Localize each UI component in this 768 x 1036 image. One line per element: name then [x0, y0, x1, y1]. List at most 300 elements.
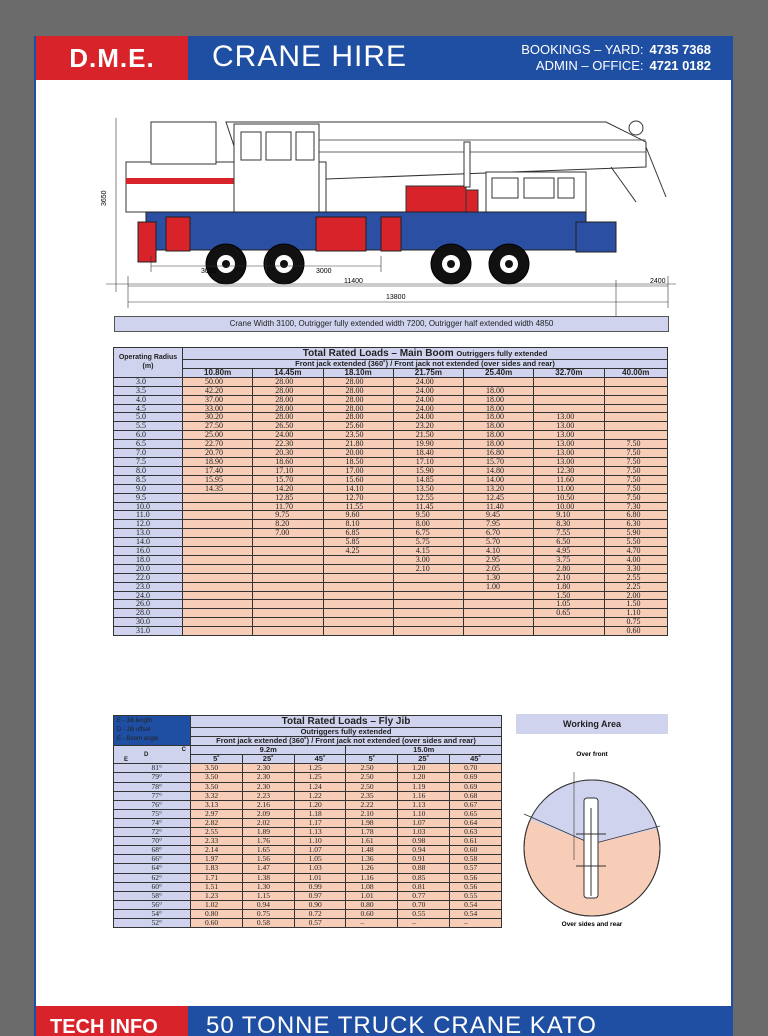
- table-row: [114, 493, 668, 502]
- table-row: [114, 864, 502, 873]
- load-cell: [534, 377, 604, 386]
- load-cell: 0.64: [450, 818, 502, 827]
- load-cell: 2.02: [242, 818, 294, 827]
- load-cell: 0.56: [450, 882, 502, 891]
- table-row: [114, 511, 668, 520]
- company-logo: D.M.E.: [36, 36, 188, 80]
- load-cell: 1.10: [398, 809, 450, 818]
- table-row: [114, 413, 668, 422]
- dim-axle-2: 3000: [316, 268, 332, 275]
- load-cell: 7.95: [464, 520, 534, 529]
- load-cell: [253, 573, 323, 582]
- load-cell: 14.85: [393, 475, 463, 484]
- load-cell: 14.10: [323, 484, 393, 493]
- boom-angle-cell: 81°: [114, 764, 191, 773]
- load-cell: 1.02: [191, 900, 243, 909]
- load-cell: 0.58: [450, 855, 502, 864]
- fly-jib-sub1: Outriggers fully extended: [191, 728, 502, 737]
- table-row: [114, 882, 502, 891]
- angle-corner: [114, 746, 191, 764]
- load-cell: 1.05: [294, 855, 346, 864]
- load-cell: 2.50: [346, 773, 398, 782]
- table-row: [114, 573, 668, 582]
- dim-axle-1: 3000: [201, 268, 217, 275]
- load-cell: [534, 386, 604, 395]
- load-cell: 28.00: [323, 404, 393, 413]
- load-cell: 7.50: [604, 449, 668, 458]
- radius-cell: 9.5: [114, 493, 183, 502]
- load-cell: [534, 395, 604, 404]
- table-row: [114, 422, 668, 431]
- radius-cell: 3.0: [114, 377, 183, 386]
- table-row: [114, 520, 668, 529]
- load-cell: 2.00: [604, 591, 668, 600]
- radius-cell: 13.0: [114, 529, 183, 538]
- load-cell: 11.45: [393, 502, 463, 511]
- load-cell: [183, 618, 253, 627]
- load-cell: 20.30: [253, 449, 323, 458]
- load-cell: 37.00: [183, 395, 253, 404]
- load-cell: 1.80: [534, 582, 604, 591]
- dim-total: 13800: [386, 294, 406, 301]
- table-row: [114, 404, 668, 413]
- over-front-label: Over front: [576, 751, 608, 758]
- table-row: [114, 431, 668, 440]
- load-cell: 1.61: [346, 837, 398, 846]
- corner-c: C: [181, 747, 186, 754]
- load-cell: 0.69: [450, 782, 502, 791]
- load-cell: 1.13: [398, 800, 450, 809]
- working-area-diagram: [516, 748, 668, 928]
- dim-wheelbase: 11400: [344, 278, 363, 285]
- load-cell: 2.33: [191, 837, 243, 846]
- load-cell: 0.60: [604, 627, 668, 636]
- load-cell: 2.30: [242, 764, 294, 773]
- radius-cell: 8.0: [114, 466, 183, 475]
- load-cell: 2.10: [346, 809, 398, 818]
- load-cell: 1.25: [294, 773, 346, 782]
- boom-angle-cell: 79°: [114, 773, 191, 782]
- load-cell: 0.57: [450, 864, 502, 873]
- corner-d: D: [144, 752, 149, 759]
- table-row: [114, 475, 668, 484]
- load-cell: 2.50: [346, 782, 398, 791]
- load-cell: 22.30: [253, 440, 323, 449]
- load-cell: [323, 600, 393, 609]
- boom-angle-cell: 66°: [114, 855, 191, 864]
- corner-e: E: [124, 757, 129, 764]
- load-cell: 7.30: [604, 502, 668, 511]
- load-cell: 2.05: [464, 564, 534, 573]
- jib-length-1: 9.2m: [191, 746, 346, 755]
- load-cell: 0.94: [398, 846, 450, 855]
- radius-cell: 6.5: [114, 440, 183, 449]
- load-cell: 1.17: [294, 818, 346, 827]
- load-cell: [183, 591, 253, 600]
- load-cell: 1.48: [346, 846, 398, 855]
- radius-cell: 30.0: [114, 618, 183, 627]
- load-cell: [183, 538, 253, 547]
- load-cell: 18.00: [464, 386, 534, 395]
- load-cell: 1.10: [294, 837, 346, 846]
- table-row: [114, 440, 668, 449]
- load-cell: 22.70: [183, 440, 253, 449]
- dim-height: 3650: [101, 190, 108, 206]
- radius-cell: 23.0: [114, 582, 183, 591]
- load-cell: [183, 609, 253, 618]
- load-cell: 2.30: [242, 773, 294, 782]
- load-cell: 0.60: [346, 909, 398, 918]
- boom-angle-cell: 62°: [114, 873, 191, 882]
- load-cell: 6.30: [604, 520, 668, 529]
- load-cell: 1.16: [398, 791, 450, 800]
- load-cell: 14.20: [253, 484, 323, 493]
- load-cell: 5.85: [323, 538, 393, 547]
- radius-cell: 3.5: [114, 386, 183, 395]
- table-row: [114, 828, 502, 837]
- load-cell: 1.50: [534, 591, 604, 600]
- main-boom-title-sub: Outriggers fully extended: [456, 349, 548, 358]
- load-cell: 1.30: [464, 573, 534, 582]
- load-cell: 3.13: [191, 800, 243, 809]
- load-cell: 18.00: [464, 431, 534, 440]
- load-cell: 0.55: [450, 891, 502, 900]
- load-cell: [253, 600, 323, 609]
- load-cell: 1.03: [398, 828, 450, 837]
- load-cell: [393, 573, 463, 582]
- jib-offset-header: 45˚: [294, 755, 346, 764]
- boom-length-header: 14.45m: [253, 368, 323, 377]
- page-title: CRANE HIRE: [212, 40, 408, 73]
- radius-cell: 28.0: [114, 609, 183, 618]
- load-cell: 30.20: [183, 413, 253, 422]
- load-cell: 6.50: [534, 538, 604, 547]
- boom-angle-cell: 75°: [114, 809, 191, 818]
- load-cell: 3.50: [191, 773, 243, 782]
- load-cell: [604, 422, 668, 431]
- load-cell: 8.00: [393, 520, 463, 529]
- main-boom-title-text: Total Rated Loads – Main Boom: [302, 348, 454, 359]
- load-cell: [183, 600, 253, 609]
- load-cell: 18.00: [464, 422, 534, 431]
- load-cell: 24.00: [393, 404, 463, 413]
- load-cell: 24.00: [393, 386, 463, 395]
- load-cell: 18.40: [393, 449, 463, 458]
- load-cell: [604, 404, 668, 413]
- load-cell: [183, 511, 253, 520]
- load-cell: 20.00: [323, 449, 393, 458]
- load-cell: 0.69: [450, 773, 502, 782]
- load-cell: [253, 618, 323, 627]
- contact-info: [521, 42, 711, 74]
- load-cell: –: [398, 918, 450, 927]
- load-cell: 3.30: [604, 564, 668, 573]
- load-cell: 2.10: [393, 564, 463, 573]
- load-cell: 2.82: [191, 818, 243, 827]
- load-cell: 0.70: [398, 900, 450, 909]
- fly-jib-title: Total Rated Loads – Fly Jib: [191, 716, 502, 728]
- bookings-label: BOOKINGS – YARD:: [521, 42, 644, 57]
- boom-length-header: 21.75m: [393, 368, 463, 377]
- load-cell: 0.80: [346, 900, 398, 909]
- load-cell: 0.56: [450, 873, 502, 882]
- load-cell: [464, 627, 534, 636]
- load-cell: 20.70: [183, 449, 253, 458]
- admin-phone: 4721 0182: [649, 58, 711, 73]
- load-cell: –: [346, 918, 398, 927]
- load-cell: 9.10: [534, 511, 604, 520]
- load-cell: 0.70: [450, 764, 502, 773]
- table-row: [114, 395, 668, 404]
- load-cell: 16.80: [464, 449, 534, 458]
- radius-cell: 6.0: [114, 431, 183, 440]
- table-row: [114, 809, 502, 818]
- load-cell: [534, 618, 604, 627]
- load-cell: 8.20: [253, 520, 323, 529]
- radius-cell: 16.0: [114, 547, 183, 556]
- load-cell: 12.45: [464, 493, 534, 502]
- load-cell: 5.75: [393, 538, 463, 547]
- jib-offset-header: 25˚: [242, 755, 294, 764]
- load-cell: 0.61: [450, 837, 502, 846]
- load-cell: 17.10: [253, 466, 323, 475]
- load-cell: 0.85: [398, 873, 450, 882]
- load-cell: 9.75: [253, 511, 323, 520]
- load-cell: [464, 609, 534, 618]
- radius-cell: 7.0: [114, 449, 183, 458]
- main-boom-title: [183, 348, 668, 360]
- table-row: [114, 466, 668, 475]
- load-cell: [604, 386, 668, 395]
- fly-jib-sub2: Front jack extended (360˚) / Front jack not extended (over sides and rear): [191, 737, 502, 746]
- jib-offset-header: 5˚: [346, 755, 398, 764]
- load-cell: 13.00: [534, 457, 604, 466]
- load-cell: 2.55: [191, 828, 243, 837]
- load-cell: 12.70: [323, 493, 393, 502]
- load-cell: 1.23: [191, 891, 243, 900]
- boom-length-header: 10.80m: [183, 368, 253, 377]
- radius-cell: 9.0: [114, 484, 183, 493]
- table-row: [114, 855, 502, 864]
- legend-jib-offset: D - Jib offset: [117, 727, 151, 734]
- jib-length-2: 15.0m: [346, 746, 502, 755]
- load-cell: 0.77: [398, 891, 450, 900]
- load-cell: [183, 520, 253, 529]
- load-cell: [183, 529, 253, 538]
- load-cell: 13.20: [464, 484, 534, 493]
- load-cell: 4.25: [323, 547, 393, 556]
- load-cell: [393, 591, 463, 600]
- load-cell: 1.76: [242, 837, 294, 846]
- radius-cell: 26.0: [114, 600, 183, 609]
- table-row: [114, 609, 668, 618]
- load-cell: 0.90: [294, 900, 346, 909]
- load-cell: 21.80: [323, 440, 393, 449]
- radius-cell: 5.0: [114, 413, 183, 422]
- load-cell: 7.50: [604, 466, 668, 475]
- table-row: [114, 547, 668, 556]
- header: [36, 36, 731, 80]
- table-row: [114, 782, 502, 791]
- boom-angle-cell: 74°: [114, 818, 191, 827]
- load-cell: 21.50: [393, 431, 463, 440]
- load-cell: 13.00: [534, 422, 604, 431]
- load-cell: 4.00: [604, 555, 668, 564]
- load-cell: 13.00: [534, 449, 604, 458]
- table-row: [114, 891, 502, 900]
- load-cell: 1.36: [346, 855, 398, 864]
- load-cell: [183, 555, 253, 564]
- load-cell: [253, 547, 323, 556]
- load-cell: 2.14: [191, 846, 243, 855]
- table-row: [114, 918, 502, 927]
- load-cell: [183, 582, 253, 591]
- fly-jib-table: [113, 715, 502, 928]
- load-cell: 2.95: [464, 555, 534, 564]
- load-cell: 1.26: [346, 864, 398, 873]
- table-row: [114, 837, 502, 846]
- load-cell: 23.50: [323, 431, 393, 440]
- jib-offset-header: 25˚: [398, 755, 450, 764]
- load-cell: 10.00: [534, 502, 604, 511]
- load-cell: [253, 591, 323, 600]
- radius-cell: 12.0: [114, 520, 183, 529]
- footer: [36, 1006, 731, 1036]
- boom-angle-cell: 52°: [114, 918, 191, 927]
- load-cell: 1.19: [398, 782, 450, 791]
- radius-cell: 11.0: [114, 511, 183, 520]
- load-cell: 0.91: [398, 855, 450, 864]
- load-cell: 2.25: [604, 582, 668, 591]
- table-row: [114, 529, 668, 538]
- load-cell: [183, 627, 253, 636]
- over-sides-label: Over sides and rear: [561, 921, 623, 928]
- load-cell: 25.60: [323, 422, 393, 431]
- radius-cell: 5.5: [114, 422, 183, 431]
- load-cell: 1.25: [294, 764, 346, 773]
- load-cell: 13.50: [393, 484, 463, 493]
- load-cell: 3.32: [191, 791, 243, 800]
- load-cell: 1.47: [242, 864, 294, 873]
- load-cell: 13.00: [534, 440, 604, 449]
- load-cell: 18.60: [253, 457, 323, 466]
- load-cell: 1.97: [191, 855, 243, 864]
- table-row: [114, 800, 502, 809]
- load-cell: [183, 493, 253, 502]
- table-row: [114, 386, 668, 395]
- load-cell: 7.55: [534, 529, 604, 538]
- width-note: Crane Width 3100, Outrigger fully extended width 7200, Outrigger half extended width 4850: [114, 316, 669, 332]
- table-row: [114, 846, 502, 855]
- load-cell: 42.20: [183, 386, 253, 395]
- load-cell: 12.55: [393, 493, 463, 502]
- footer-tech-info: TECH INFO: [36, 1006, 188, 1036]
- spec-sheet: [34, 36, 733, 1036]
- load-cell: 0.68: [450, 791, 502, 800]
- load-cell: 18.90: [183, 457, 253, 466]
- table-row: [114, 791, 502, 800]
- header-bar: [188, 36, 731, 80]
- radius-cell: 4.0: [114, 395, 183, 404]
- load-cell: 7.00: [253, 529, 323, 538]
- load-cell: 24.00: [393, 395, 463, 404]
- load-cell: 7.50: [604, 440, 668, 449]
- table-row: [114, 900, 502, 909]
- load-cell: 50.00: [183, 377, 253, 386]
- table-row: [114, 502, 668, 511]
- load-cell: [464, 618, 534, 627]
- load-cell: 4.70: [604, 547, 668, 556]
- load-cell: [323, 609, 393, 618]
- load-cell: 1.89: [242, 828, 294, 837]
- load-cell: 15.60: [323, 475, 393, 484]
- load-cell: [323, 564, 393, 573]
- load-cell: 1.07: [398, 818, 450, 827]
- load-cell: 24.00: [393, 413, 463, 422]
- load-cell: 0.54: [450, 900, 502, 909]
- load-cell: 2.50: [346, 764, 398, 773]
- load-cell: [323, 618, 393, 627]
- load-cell: [464, 591, 534, 600]
- load-cell: 24.00: [393, 377, 463, 386]
- load-cell: [604, 395, 668, 404]
- load-cell: 4.10: [464, 547, 534, 556]
- load-cell: 0.72: [294, 909, 346, 918]
- load-cell: 17.00: [323, 466, 393, 475]
- load-cell: [393, 582, 463, 591]
- boom-length-header: 18.10m: [323, 368, 393, 377]
- radius-cell: 10.0: [114, 502, 183, 511]
- load-cell: 14.80: [464, 466, 534, 475]
- load-cell: 17.10: [393, 457, 463, 466]
- load-cell: 0.98: [398, 837, 450, 846]
- load-cell: 6.85: [323, 529, 393, 538]
- load-cell: 0.55: [398, 909, 450, 918]
- radius-cell: 8.5: [114, 475, 183, 484]
- load-cell: 7.50: [604, 484, 668, 493]
- load-cell: 5.50: [604, 538, 668, 547]
- load-cell: 1.16: [346, 873, 398, 882]
- load-cell: 1.24: [294, 782, 346, 791]
- radius-cell: 22.0: [114, 573, 183, 582]
- load-cell: 6.80: [604, 511, 668, 520]
- load-cell: [253, 555, 323, 564]
- boom-angle-cell: 72°: [114, 828, 191, 837]
- load-cell: [323, 555, 393, 564]
- load-cell: 11.60: [534, 475, 604, 484]
- load-cell: 0.63: [450, 828, 502, 837]
- load-cell: 4.15: [393, 547, 463, 556]
- load-cell: 1.20: [294, 800, 346, 809]
- table-row: [114, 582, 668, 591]
- load-cell: 27.50: [183, 422, 253, 431]
- load-cell: 9.45: [464, 511, 534, 520]
- load-cell: [323, 627, 393, 636]
- load-cell: 18.00: [464, 395, 534, 404]
- load-cell: 24.00: [253, 431, 323, 440]
- load-cell: 1.50: [604, 600, 668, 609]
- load-cell: 28.00: [253, 377, 323, 386]
- table-row: [114, 538, 668, 547]
- load-cell: 28.00: [323, 395, 393, 404]
- radius-cell: 18.0: [114, 555, 183, 564]
- load-cell: 26.50: [253, 422, 323, 431]
- load-cell: 2.35: [346, 791, 398, 800]
- load-cell: 12.85: [253, 493, 323, 502]
- load-cell: 1.18: [294, 809, 346, 818]
- load-cell: [253, 609, 323, 618]
- working-area-title: Working Area: [516, 714, 668, 734]
